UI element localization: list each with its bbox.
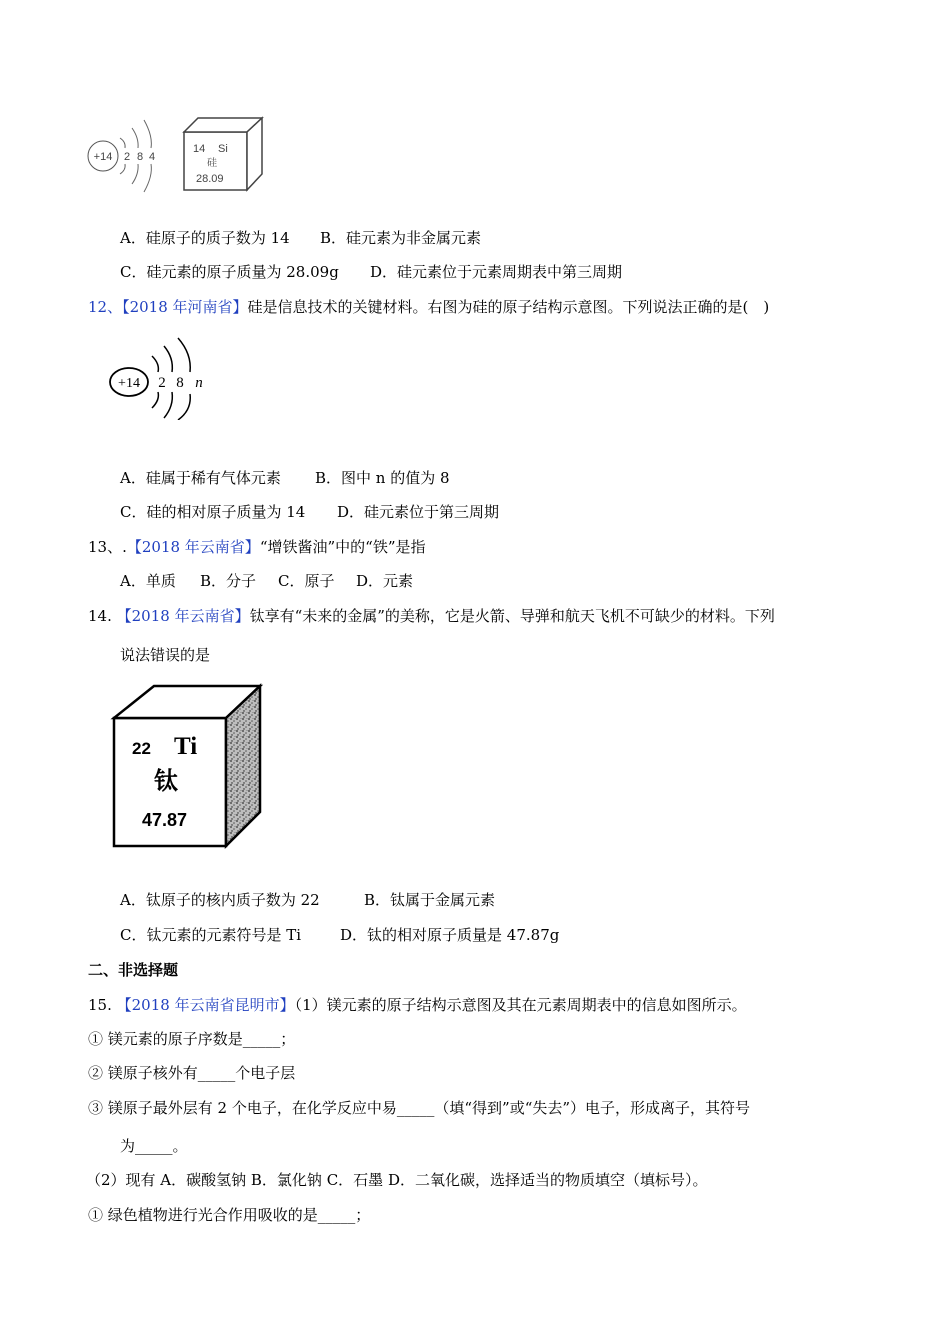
question-stem: 硅是信息技术的关键材料。右图为硅的原子结构示意图。下列说法正确的是( ) [247, 298, 770, 316]
q13-stem-line [88, 537, 426, 557]
silicon-atom-diagram-small [86, 116, 166, 196]
q15-sub-3-cont [120, 1136, 188, 1156]
q15-sub-1 [88, 1029, 295, 1049]
q12-option-c: C．硅的相对原子质量为 14 [120, 503, 306, 521]
source-tag: 【2018 年云南省昆明市】 [116, 996, 295, 1014]
source-tag: 【2018 年河南省】 [122, 298, 248, 316]
shell-count-3: 4 [148, 151, 156, 163]
sub-question-text: ； [280, 1030, 296, 1048]
shell-count-n: n [195, 375, 203, 391]
sub-question-text: ① 镁元素的原子序数是 [88, 1030, 243, 1048]
answer-blank[interactable]: _____ [135, 1137, 173, 1155]
q13-option-d: D．元素 [356, 572, 414, 590]
silicon-atom-diagram [108, 336, 218, 420]
q11-option-d: D．硅元素位于元素周期表中第三周期 [370, 263, 623, 281]
cell-element-name: 钛 [154, 766, 178, 795]
shell-count-1: 2 [123, 151, 131, 163]
q11-option-a: A．硅原子的质子数为 14 [120, 229, 290, 247]
q14-option-d: D．钛的相对原子质量是 47.87g [340, 926, 560, 944]
silicon-periodic-cell [180, 116, 266, 194]
cell-element-name: 硅 [207, 158, 217, 169]
shell-count-1: 2 [158, 375, 166, 391]
answer-blank[interactable]: _____ [197, 1064, 236, 1082]
question-number: 14. [88, 607, 112, 625]
q13-option-a: A．单质 [120, 572, 176, 590]
q12-option-a: A．硅属于稀有气体元素 [120, 469, 281, 487]
q13-option-b: B．分子 [200, 572, 257, 590]
answer-blank[interactable]: _____ [396, 1099, 435, 1117]
q15-sub-5 [88, 1205, 370, 1225]
sub-question-text: 为 [120, 1137, 136, 1155]
cell-symbol: Ti [174, 733, 198, 760]
cell-atomic-number: 22 [132, 739, 151, 758]
source-tag: 【2018 年云南省】 [116, 607, 250, 625]
sub-question-text: 。 [172, 1137, 188, 1155]
q12-option-d: D．硅元素位于第三周期 [337, 503, 500, 521]
shell-count-2: 8 [136, 151, 144, 163]
answer-blank[interactable]: _____ [242, 1030, 281, 1048]
titanium-periodic-cell [110, 682, 266, 852]
q14-option-b: B．钛属于金属元素 [364, 891, 496, 909]
sub-question-text: 个电子层 [235, 1064, 296, 1082]
q11-option-b: B．硅元素为非金属元素 [320, 229, 482, 247]
question-stem: 钛享有“未来的金属”的美称，它是火箭、导弹和航天飞机不可缺少的材料。下列 [249, 607, 775, 625]
question-stem: “增铁酱油”中的“铁”是指 [259, 538, 426, 556]
q15-part-2: （2）现有 A．碳酸氢钠 B．氯化钠 C．石墨 D．二氧化碳，选择适当的物质填空（填标号）。 [86, 1171, 708, 1189]
shell-count-2: 8 [176, 375, 184, 391]
atom-nucleus-label: +14 [93, 151, 113, 163]
sub-question-text: ② 镁原子核外有 [88, 1064, 198, 1082]
q12-option-b: B．图中 n 的值为 8 [315, 469, 450, 487]
sub-question-text: ； [355, 1206, 371, 1224]
section-title: 二、非选择题 [88, 961, 179, 979]
question-number: 13、. [88, 538, 127, 556]
sub-question-text: ③ 镁原子最外层有 2 个电子，在化学反应中易 [88, 1099, 397, 1117]
q12-stem-line [88, 297, 769, 317]
q14-option-c: C．钛元素的元素符号是 Ti [120, 926, 302, 944]
source-tag: 【2018 年云南省】 [126, 538, 260, 556]
sub-question-text: ① 绿色植物进行光合作用吸收的是 [88, 1206, 318, 1224]
q11-option-c: C．硅元素的原子质量为 28.09g [120, 263, 339, 281]
q14-option-a: A．钛原子的核内质子数为 22 [120, 891, 320, 909]
q15-sub-3 [88, 1098, 750, 1118]
sub-question-text: （填“得到”或“失去”）电子，形成离子，其符号 [434, 1099, 751, 1117]
q14-stem-line-1 [88, 606, 775, 626]
cell-atomic-number: 14 [193, 143, 206, 155]
question-stem: （1）镁元素的原子结构示意图及其在元素周期表中的信息如图所示。 [294, 996, 747, 1014]
atom-nucleus-label: +14 [118, 376, 140, 391]
question-number: 12、 [88, 298, 123, 316]
q15-sub-2 [88, 1063, 295, 1083]
cell-symbol: Si [218, 143, 228, 155]
question-number: 15. [88, 996, 112, 1014]
q13-option-c: C．原子 [278, 572, 335, 590]
q15-stem-line [88, 995, 747, 1015]
cell-atomic-mass: 28.09 [196, 173, 224, 185]
q14-stem-line-2: 说法错误的是 [120, 646, 211, 664]
cell-atomic-mass: 47.87 [142, 810, 188, 830]
answer-blank[interactable]: _____ [317, 1206, 356, 1224]
